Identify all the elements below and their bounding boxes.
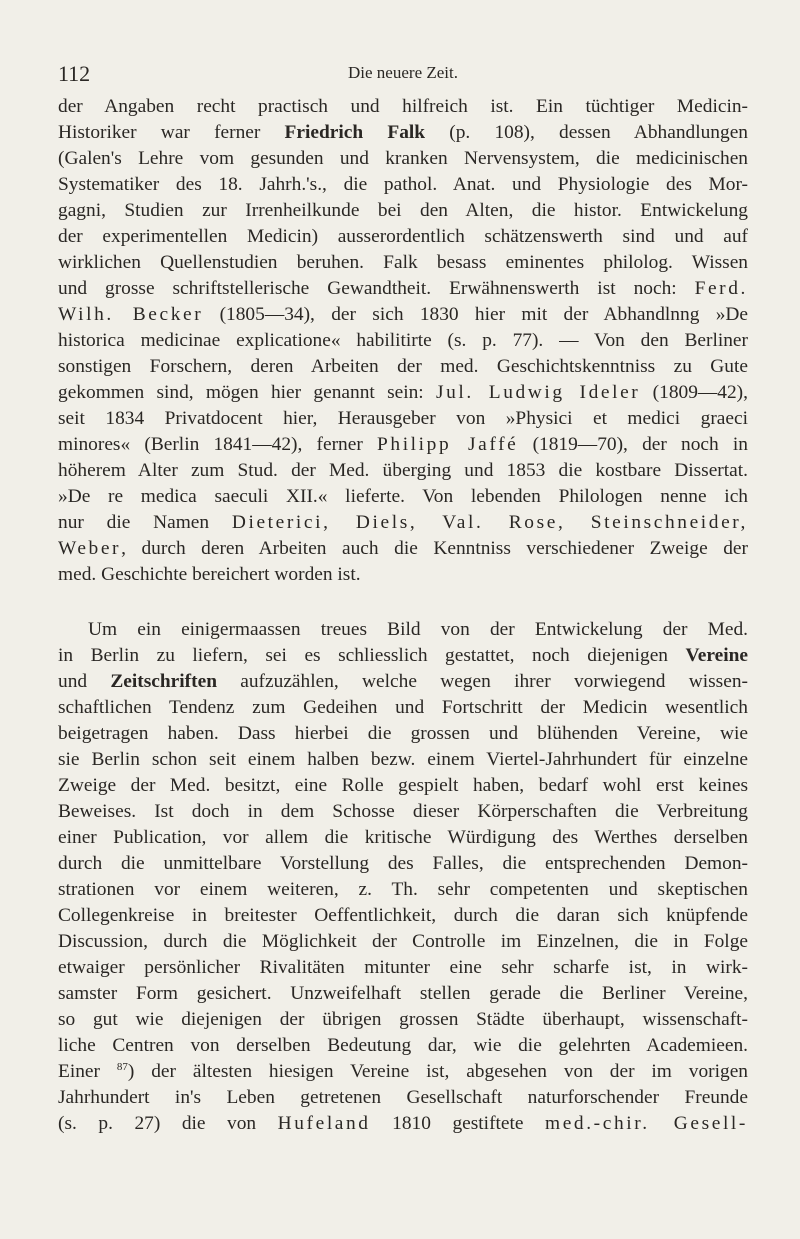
paragraph-1: [58, 94, 748, 588]
text-line: [58, 903, 748, 929]
text-run: der experimentellen Medicin) ausserordentlich schätzenswerth sind und auf: [58, 226, 748, 247]
text-run: Einer: [58, 1061, 117, 1082]
text-run: med. Geschichte bereichert worden ist.: [58, 564, 361, 585]
text-run: (1819—70), der noch in: [518, 434, 748, 455]
text-run: gekommen sind, mögen hier genannt sein:: [58, 382, 436, 403]
text-run: historica medicinae explicatione« habilitirte (s. p. 77). — Von den Berliner: [58, 330, 748, 351]
text-line: [58, 929, 748, 955]
text-line: [58, 799, 748, 825]
text-line: [58, 146, 748, 172]
text-run: seit 1834 Privatdocent hier, Herausgeber von »Physici et medici graeci: [58, 408, 748, 429]
text-line: [58, 669, 748, 695]
text-line: [58, 1033, 748, 1059]
spaced-name: Ferd.: [694, 278, 748, 299]
text-line: [58, 851, 748, 877]
running-head: Die neuere Zeit.: [348, 63, 458, 82]
text-line: [58, 1007, 748, 1033]
text-line: [58, 877, 748, 903]
text-run: Zweige der Med. besitzt, eine Rolle gespielt haben, bedarf wohl erst keines: [58, 775, 748, 796]
text-line: [58, 380, 748, 406]
text-run: Beweises. Ist doch in dem Schosse dieser Körperschaften die Verbreitung: [58, 801, 748, 822]
text-run: »De re medica saeculi XII.« lieferte. Von lebenden Philologen nenne ich: [58, 486, 748, 507]
text-run: strationen vor einem weiteren, z. Th. sehr competenten und skeptischen: [58, 879, 748, 900]
text-line: [58, 747, 748, 773]
text-line: [58, 432, 748, 458]
text-line: [58, 643, 748, 669]
text-run: samster Form gesichert. Unzweifelhaft stellen gerade die Berliner Vereine,: [58, 983, 748, 1004]
text-run: sie Berlin schon seit einem halben bezw. einem Viertel-Jahrhundert für einzelne: [58, 749, 748, 770]
spaced-name: med.-chir. Gesell-: [545, 1113, 748, 1134]
text-run: Historiker war ferner: [58, 122, 285, 143]
text-run: einer Publication, vor allem die kritische Würdigung des Werthes derselben: [58, 827, 748, 848]
text-line: [58, 955, 748, 981]
text-line: [58, 1059, 748, 1085]
bold-term: Vereine: [685, 645, 748, 666]
text-run: (s. p. 27) die von: [58, 1113, 278, 1134]
text-line: [58, 1111, 748, 1137]
text-line: [58, 354, 748, 380]
spaced-name: Hufeland: [277, 1113, 371, 1134]
text-line: [58, 773, 748, 799]
text-run: der Angaben recht practisch und hilfreich ist. Ein tüchtiger Medicin-: [58, 96, 748, 117]
text-line: [58, 484, 748, 510]
text-run: (1805—34), der sich 1830 hier mit der Abhandlnng »De: [203, 304, 749, 325]
text-line: [58, 94, 748, 120]
text-line: [58, 198, 748, 224]
text-run: höherem Alter zum Stud. der Med. überging und 1853 die kostbare Dissertat.: [58, 460, 748, 481]
page-header: [58, 61, 748, 87]
text-line: [58, 172, 748, 198]
bold-term: Zeitschriften: [110, 671, 217, 692]
text-run: gagni, Studien zur Irrenheilkunde bei den Alten, die histor. Entwickelung: [58, 200, 748, 221]
bold-term: Friedrich Falk: [284, 122, 426, 143]
text-run: aufzuzählen, welche wegen ihrer vorwiegend wissen-: [216, 671, 748, 692]
spaced-name: Dieterici, Diels, Val. Rose, Steinschneider,: [231, 512, 749, 533]
spaced-name: Wilh. Becker: [58, 304, 204, 325]
text-run: beigetragen haben. Dass hierbei die grossen und blühenden Vereine, wie: [58, 723, 748, 744]
text-run: Discussion, durch die Möglichkeit der Controlle im Einzelnen, die in Folge: [58, 931, 748, 952]
text-line: [58, 981, 748, 1007]
spaced-name: Jul. Ludwig Ideler: [435, 382, 641, 403]
text-line: [58, 617, 748, 643]
spaced-name: Philipp Jaffé: [377, 434, 519, 455]
text-line: [58, 224, 748, 250]
text-run: 1810 gestiftete: [370, 1113, 546, 1134]
text-line: [58, 458, 748, 484]
text-line: [58, 250, 748, 276]
text-run: Systematiker des 18. Jahrh.'s., die pathol. Anat. und Physiologie des Mor-: [58, 174, 748, 195]
text-line: [58, 328, 748, 354]
text-run: durch die unmittelbare Vorstellung des Falles, die entsprechenden Demon-: [58, 853, 748, 874]
text-run: , durch deren Arbeiten auch die Kenntniss verschiedener Zweige der: [121, 538, 748, 559]
text-run: und: [58, 671, 111, 692]
text-line: [58, 562, 748, 588]
spaced-name: Weber: [58, 538, 122, 559]
text-run: Um ein einigermaassen treues Bild von der Entwickelung der Med.: [88, 619, 748, 640]
text-run: (1809—42),: [640, 382, 748, 403]
paragraph-2: [58, 617, 748, 1137]
text-run: sonstigen Forschern, deren Arbeiten der med. Geschichtskenntniss zu Gute: [58, 356, 748, 377]
text-run: wirklichen Quellenstudien beruhen. Falk besass eminentes philolog. Wissen: [58, 252, 748, 273]
text-run: (p. 108), dessen Abhandlungen: [425, 122, 748, 143]
text-run: Collegenkreise in breitester Oeffentlichkeit, durch die daran sich knüpfende: [58, 905, 748, 926]
text-run: und grosse schriftstellerische Gewandtheit. Erwähnenswerth ist noch:: [58, 278, 695, 299]
text-line: [58, 276, 748, 302]
footnote-ref: 87: [116, 1061, 128, 1073]
text-run: Jahrhundert in's Leben getretenen Gesellschaft naturforschender Freunde: [58, 1087, 748, 1108]
text-line: [58, 302, 748, 328]
text-run: so gut wie diejenigen der übrigen grossen Städte überhaupt, wissenschaft-: [58, 1009, 748, 1030]
text-line: [58, 695, 748, 721]
text-line: [58, 536, 748, 562]
text-line: [58, 120, 748, 146]
text-line: [58, 1085, 748, 1111]
text-line: [58, 406, 748, 432]
text-run: etwaiger persönlicher Rivalitäten mitunter eine sehr scharfe ist, in wirk-: [58, 957, 748, 978]
text-run: (Galen's Lehre vom gesunden und kranken Nervensystem, die medicinischen: [58, 148, 748, 169]
text-run: minores« (Berlin 1841—42), ferner: [58, 434, 378, 455]
text-line: [58, 825, 748, 851]
page-number: 112: [58, 61, 91, 86]
text-run: liche Centren von derselben Bedeutung dar, wie die gelehrten Academieen.: [58, 1035, 748, 1056]
text-run: nur die Namen: [58, 512, 232, 533]
text-run: in Berlin zu liefern, sei es schliesslich gestattet, noch diejenigen: [58, 645, 686, 666]
text-run: ) der ältesten hiesigen Vereine ist, abgesehen von der im vorigen: [127, 1061, 748, 1082]
text-line: [58, 510, 748, 536]
text-run: schaftlichen Tendenz zum Gedeihen und Fortschritt der Medicin wesentlich: [58, 697, 748, 718]
text-line: [58, 721, 748, 747]
